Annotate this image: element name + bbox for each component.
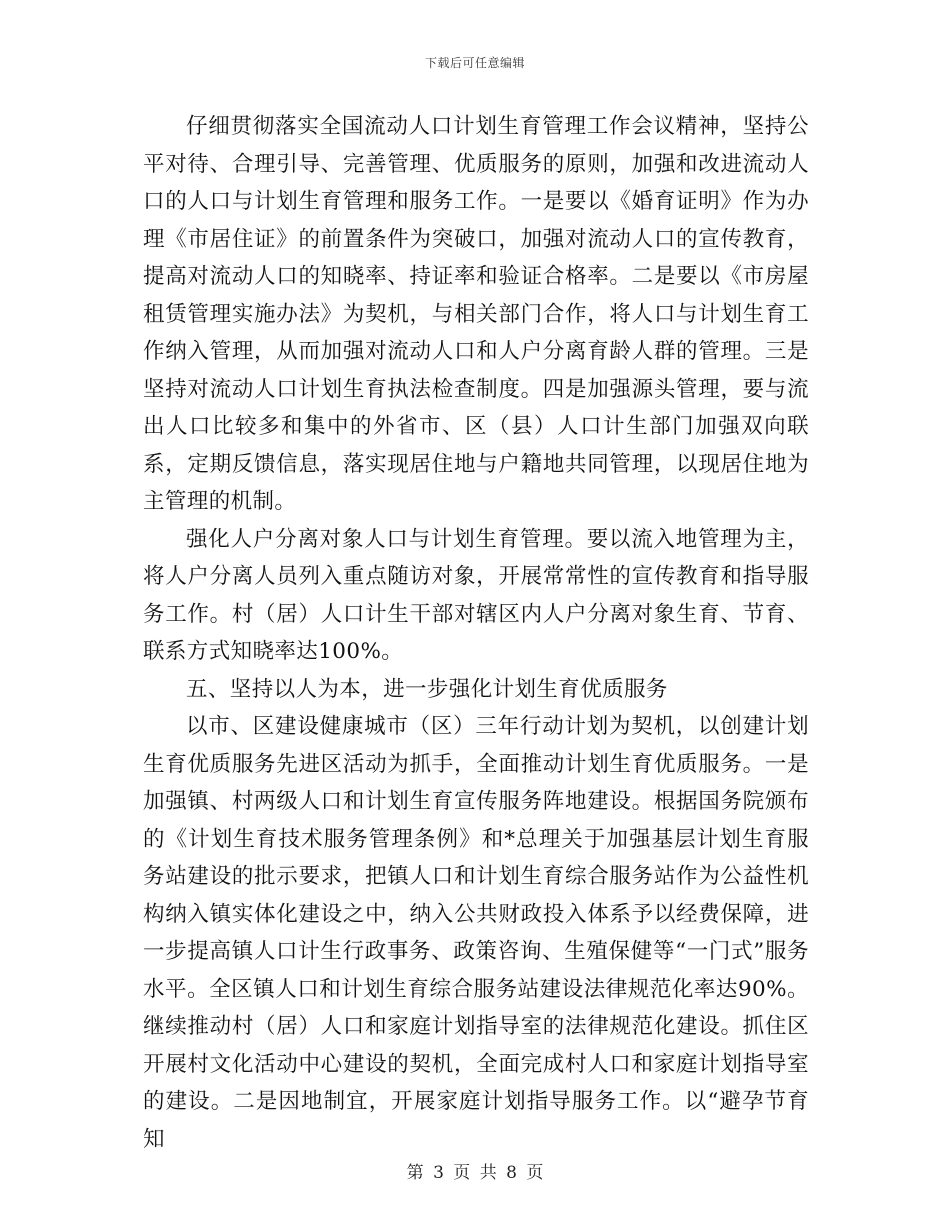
paragraph-floating-population: 仔细贯彻落实全国流动人口计划生育管理工作会议精神，坚持公平对待、合理引导、完善管理、优质服务的原则，加强和改进流动人口的人口与计划生育管理和服务工作。一是要以《婚育证明》作为办理《市居住证》的前置条件为突破口，加强对流动人口的宣传教育，提高对流动人口的知晓率、持证率和验证合格率。二是要以《市房屋租赁管理实施办法》为契机，与相关部门合作，将人口与计划生育工作纳入管理，从而加强对流动人口和人户分离育龄人群的管理。三是坚持对流动人口计划生育执法检查制度。四是加强源头管理，要与流出人口比较多和集中的外省市、区（县）人口计生部门加强双向联系，定期反馈信息，落实现居住地与户籍地共同管理，以现居住地为主管理的机制。 <box>143 114 809 514</box>
paragraph-household-separation: 强化人户分离对象人口与计划生育管理。要以流入地管理为主，将人户分离人员列入重点随访对象，开展常常性的宣传教育和指导服务工作。村（居）人口计生干部对辖区内人户分离对象生育、节育、联系方式知晓率达100%。 <box>143 526 809 664</box>
section-heading-five: 五、坚持以人为本，进一步强化计划生育优质服务 <box>186 676 668 702</box>
paragraph-quality-service: 以市、区建设健康城市（区）三年行动计划为契机，以创建计划生育优质服务先进区活动为抓手，全面推动计划生育优质服务。一是加强镇、村两级人口和计划生育宣传服务阵地建设。根据国务院颁布的《计划生育技术服务管理条例》和*总理关于加强基层计划生育服务站建设的批示要求，把镇人口和计划生育综合服务站作为公益性机构纳入镇实体化建设之中，纳入公共财政投入体系予以经费保障，进一步提高镇人口计生行政事务、政策咨询、生殖保健等“一门式”服务水平。全区镇人口和计划生育综合服务站建设法律规范化率达90%。继续推动村（居）人口和家庭计划指导室的法律规范化建设。抓住区开展村文化活动中心建设的契机，全面完成村人口和家庭计划指导室的建设。二是因地制宜，开展家庭计划指导服务工作。以“避孕节育知 <box>143 714 809 1152</box>
document-body <box>143 108 809 1158</box>
page-footer: 第 3 页 共 8 页 <box>406 1163 544 1183</box>
page-header: 下载后可任意编辑 <box>424 56 525 70</box>
